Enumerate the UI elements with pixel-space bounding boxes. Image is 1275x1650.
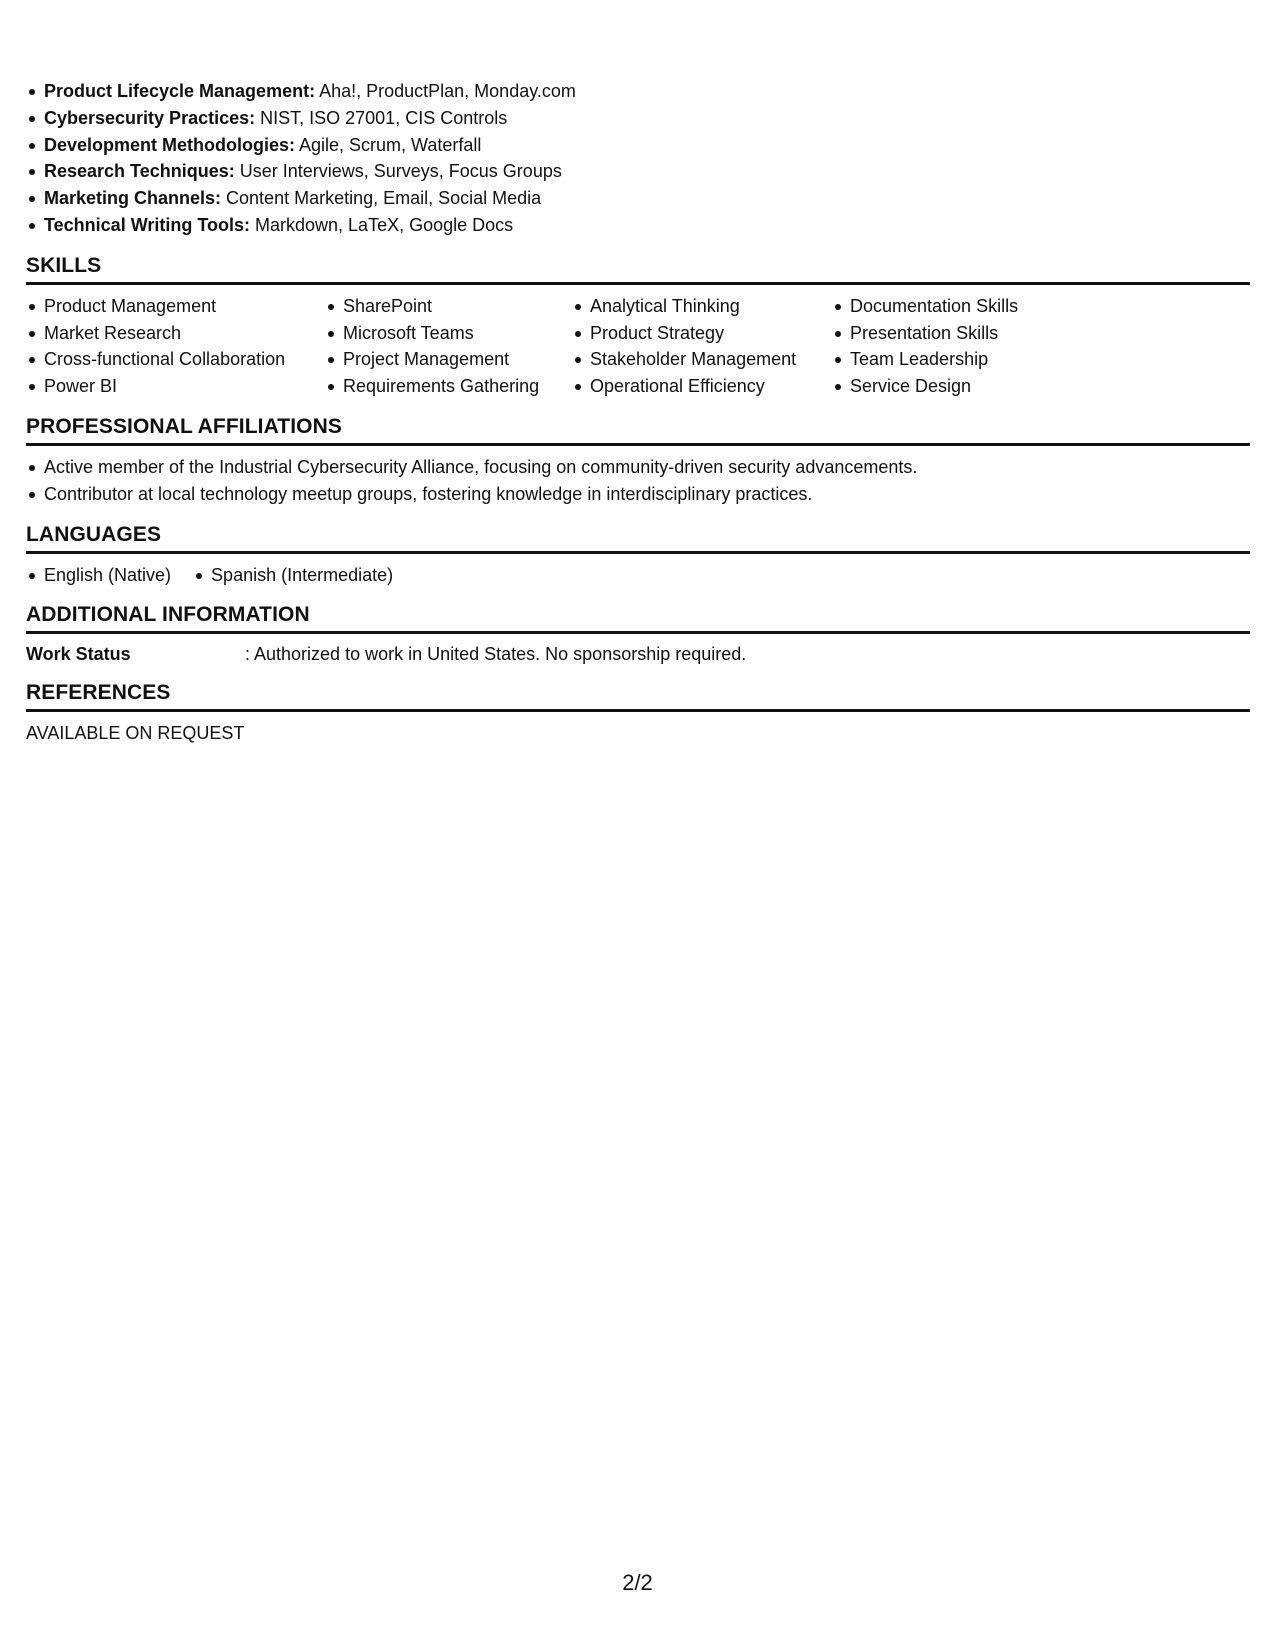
- skills-column: [832, 293, 1132, 400]
- work-status-row: [26, 642, 1250, 666]
- skills-column: [572, 293, 832, 400]
- skill-item: Operational Efficiency: [572, 373, 832, 400]
- language-item: Spanish (Intermediate): [193, 562, 393, 589]
- resume-page: [26, 78, 1250, 746]
- section-divider: [26, 282, 1250, 285]
- list-item: [26, 78, 1250, 105]
- tool-category-value: Content Marketing, Email, Social Media: [221, 188, 542, 209]
- tools-list: [26, 78, 1250, 239]
- list-item: [26, 105, 1250, 132]
- page-number: 2/2: [622, 1570, 653, 1595]
- affiliation-item: Active member of the Industrial Cybersecurity Alliance, focusing on community-driven security advancements.: [26, 454, 1250, 481]
- section-divider: [26, 551, 1250, 554]
- skill-item: Product Management: [26, 293, 325, 320]
- affiliations-section: [26, 414, 1250, 508]
- section-title-references: REFERENCES: [26, 681, 171, 705]
- tool-category-value: NIST, ISO 27001, CIS Controls: [255, 107, 508, 128]
- tool-category-label: Technical Writing Tools:: [44, 214, 251, 235]
- list-item: [26, 185, 1250, 212]
- skill-item: Presentation Skills: [832, 320, 1132, 347]
- tool-category-label: Marketing Channels:: [44, 188, 222, 209]
- languages-list: [26, 562, 1250, 589]
- affiliations-list: [26, 454, 1250, 508]
- section-divider: [26, 443, 1250, 446]
- skill-item: Analytical Thinking: [572, 293, 832, 320]
- skills-column: [26, 293, 325, 400]
- skill-item: Documentation Skills: [832, 293, 1132, 320]
- references-text: AVAILABLE ON REQUEST: [26, 723, 245, 744]
- language-item: English (Native): [26, 562, 171, 589]
- tool-category-value: User Interviews, Surveys, Focus Groups: [234, 161, 562, 182]
- skills-section: [26, 253, 1250, 400]
- work-status-value: : Authorized to work in United States. No sponsorship required.: [245, 644, 747, 665]
- skill-item: Cross-functional Collaboration: [26, 346, 325, 373]
- section-title-languages: LANGUAGES: [26, 522, 162, 546]
- skill-item: Service Design: [832, 373, 1132, 400]
- skill-item: SharePoint: [325, 293, 572, 320]
- skills-grid: [26, 293, 1250, 400]
- section-divider: [26, 631, 1250, 634]
- skills-column: [325, 293, 572, 400]
- languages-section: [26, 522, 1250, 589]
- section-title-additional-information: ADDITIONAL INFORMATION: [26, 603, 310, 627]
- references-section: [26, 680, 1250, 746]
- tool-category-value: Agile, Scrum, Waterfall: [295, 134, 482, 155]
- list-item: [26, 158, 1250, 185]
- skill-item: Team Leadership: [832, 346, 1132, 373]
- skill-item: Requirements Gathering: [325, 373, 572, 400]
- section-divider: [26, 709, 1250, 712]
- affiliation-item: Contributor at local technology meetup groups, fostering knowledge in interdisciplinary practices.: [26, 481, 1250, 508]
- work-status-label: Work Status: [26, 644, 131, 665]
- skill-item: Microsoft Teams: [325, 320, 572, 347]
- skill-item: Market Research: [26, 320, 325, 347]
- skill-item: Power BI: [26, 373, 325, 400]
- skill-item: Stakeholder Management: [572, 346, 832, 373]
- skill-item: Project Management: [325, 346, 572, 373]
- tool-category-label: Product Lifecycle Management:: [44, 81, 316, 101]
- list-item: [26, 132, 1250, 159]
- list-item: [26, 212, 1250, 239]
- tool-category-label: Development Methodologies:: [44, 134, 296, 155]
- tool-category-value: Markdown, LaTeX, Google Docs: [250, 214, 514, 235]
- tool-category-value: Aha!, ProductPlan, Monday.com: [315, 81, 576, 101]
- section-title-skills: SKILLS: [26, 253, 102, 277]
- additional-information-section: [26, 602, 1250, 666]
- section-title-affiliations: PROFESSIONAL AFFILIATIONS: [26, 414, 342, 438]
- skill-item: Product Strategy: [572, 320, 832, 347]
- tool-category-label: Cybersecurity Practices:: [44, 107, 256, 128]
- tool-category-label: Research Techniques:: [44, 161, 235, 182]
